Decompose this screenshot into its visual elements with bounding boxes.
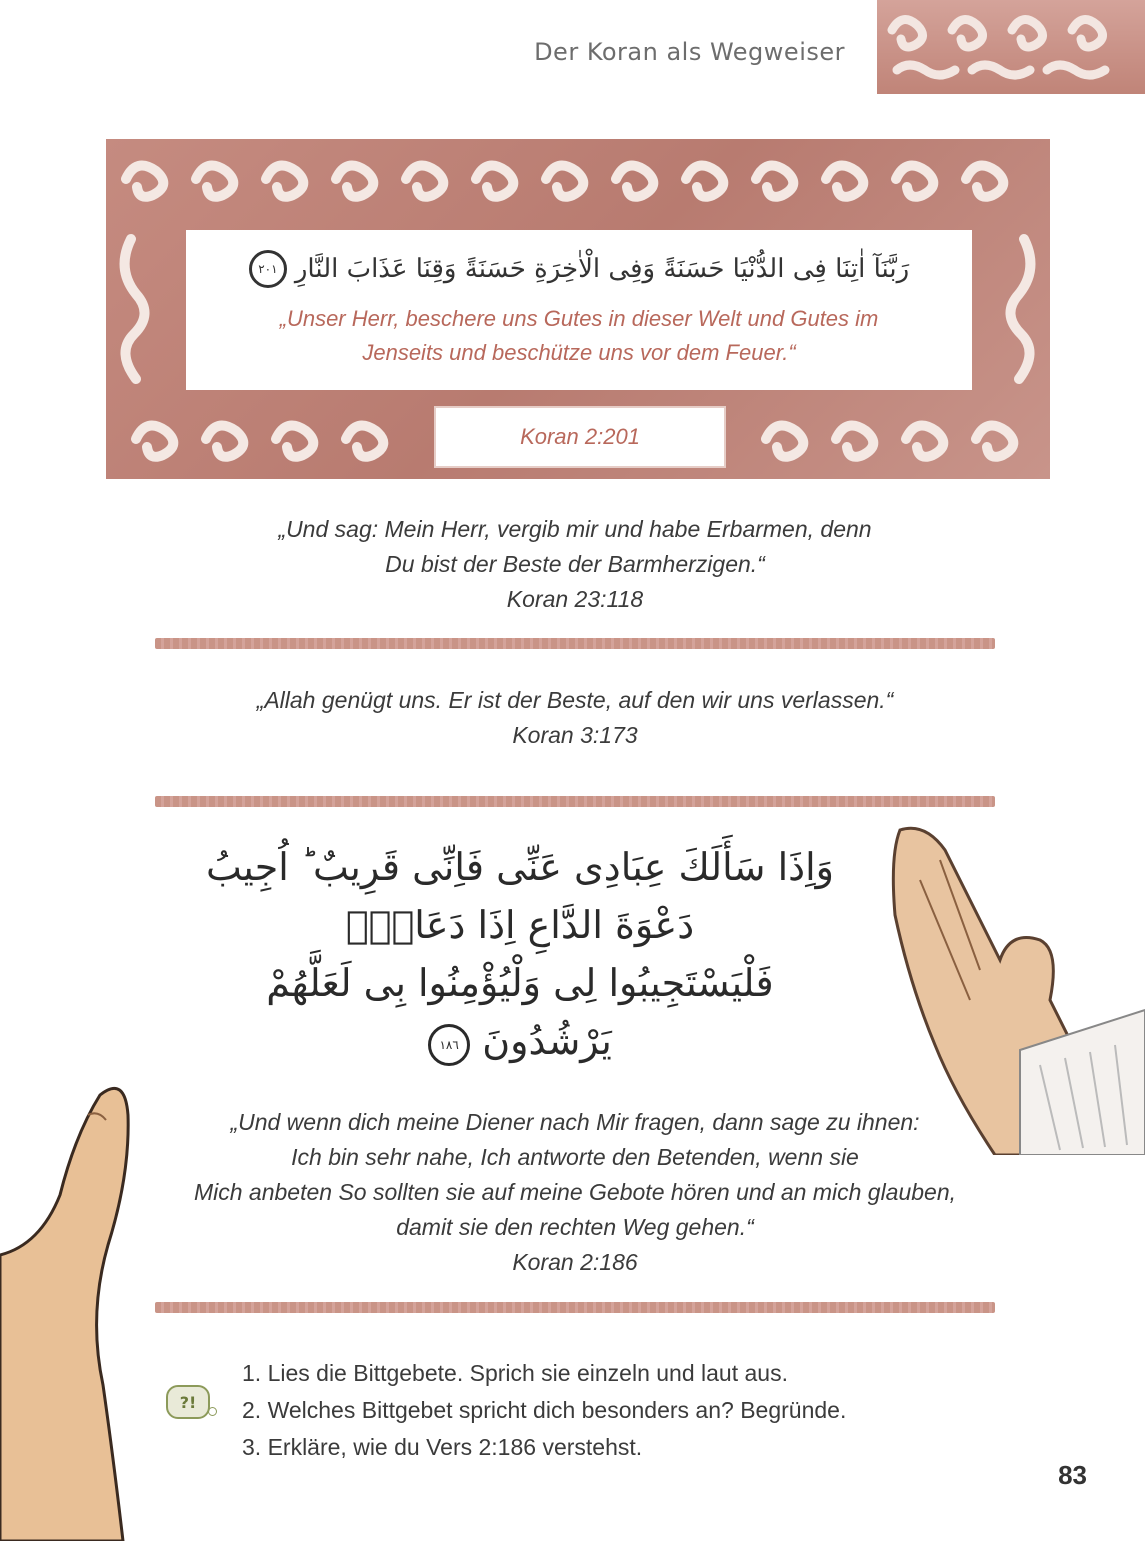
ayah-number-mark: ١٨٦ bbox=[428, 1024, 470, 1066]
translation-line: „Unser Herr, beschere uns Gutes in dieser Welt und Gutes im bbox=[279, 306, 879, 331]
arabic-line-text: يَرْشُدُونَ bbox=[482, 1019, 612, 1063]
quote-line: damit sie den rechten Weg gehen.“ bbox=[396, 1214, 754, 1240]
task-item: 3. Erkläre, wie du Vers 2:186 verstehst. bbox=[242, 1434, 643, 1460]
quote-line: „Allah genügt uns. Er ist der Beste, auf den wir uns verlassen.“ bbox=[256, 687, 894, 713]
task-icon-dot bbox=[208, 1407, 217, 1416]
translation-line: Jenseits und beschütze uns vor dem Feuer.“ bbox=[362, 340, 796, 365]
quote-line: Ich bin sehr nahe, Ich antworte den Betenden, wenn sie bbox=[291, 1144, 859, 1170]
arabic-verse-text: رَبَّنَآ اٰتِنَا فِى الدُّنْيَا حَسَنَةً وَفِى الْاٰخِرَةِ حَسَنَةً وَقِنَا عَذَابَ النَّارِ bbox=[294, 254, 910, 284]
page-number: 83 bbox=[1058, 1460, 1087, 1490]
arabic-line: وَاِذَا سَأَلَكَ عِبَادِى عَنِّى فَاِنِّى قَرِيبٌ ؕ اُجِيبُ bbox=[205, 845, 834, 889]
ayah-number-mark: ٢٠١ bbox=[249, 250, 287, 288]
quote-reference: Koran 3:173 bbox=[512, 722, 638, 748]
verse-reference-box: Koran 2:201 bbox=[434, 406, 726, 468]
header-ornament-band bbox=[877, 0, 1145, 94]
task-item: 2. Welches Bittgebet spricht dich besonders an? Begründe. bbox=[242, 1397, 847, 1423]
verse-translation bbox=[186, 302, 972, 370]
quote-reference: Koran 2:186 bbox=[512, 1249, 638, 1275]
divider bbox=[155, 638, 995, 649]
quote-3-173 bbox=[150, 683, 1000, 753]
quote-line: Mich anbeten So sollten sie auf meine Gebote hören und an mich glauben, bbox=[193, 1179, 957, 1205]
page-header-title: Der Koran als Wegweiser bbox=[534, 38, 845, 66]
quote-2-186 bbox=[150, 1105, 1000, 1280]
verse-inner-box bbox=[186, 230, 972, 390]
quote-line: „Und sag: Mein Herr, vergib mir und habe Erbarmen, denn bbox=[278, 516, 872, 542]
quote-line: „Und wenn dich meine Diener nach Mir fragen, dann sage zu ihnen: bbox=[230, 1109, 920, 1135]
task-item: 1. Lies die Bittgebete. Sprich sie einzeln und laut aus. bbox=[242, 1360, 788, 1386]
divider bbox=[155, 1302, 995, 1313]
quote-line: Du bist der Beste der Barmherzigen.“ bbox=[385, 551, 765, 577]
divider bbox=[155, 796, 995, 807]
quote-reference: Koran 23:118 bbox=[506, 586, 644, 612]
arabic-line bbox=[170, 1012, 870, 1070]
arabic-line: دَعْوَةَ الدَّاعِ اِذَا دَعَانِۙ bbox=[345, 903, 695, 947]
praying-hand-illustration-left bbox=[0, 1075, 130, 1541]
arabic-verse bbox=[186, 250, 972, 288]
arabic-verse-2-186 bbox=[170, 838, 870, 1070]
arabic-line: فَلْيَسْتَجِيبُوا لِى وَلْيُؤْمِنُوا بِى لَعَلَّهُمْ bbox=[266, 961, 774, 1005]
quote-23-118 bbox=[150, 512, 1000, 617]
verse-frame bbox=[106, 139, 1050, 479]
task-list bbox=[242, 1355, 846, 1466]
task-question-icon: ?! bbox=[166, 1385, 210, 1419]
